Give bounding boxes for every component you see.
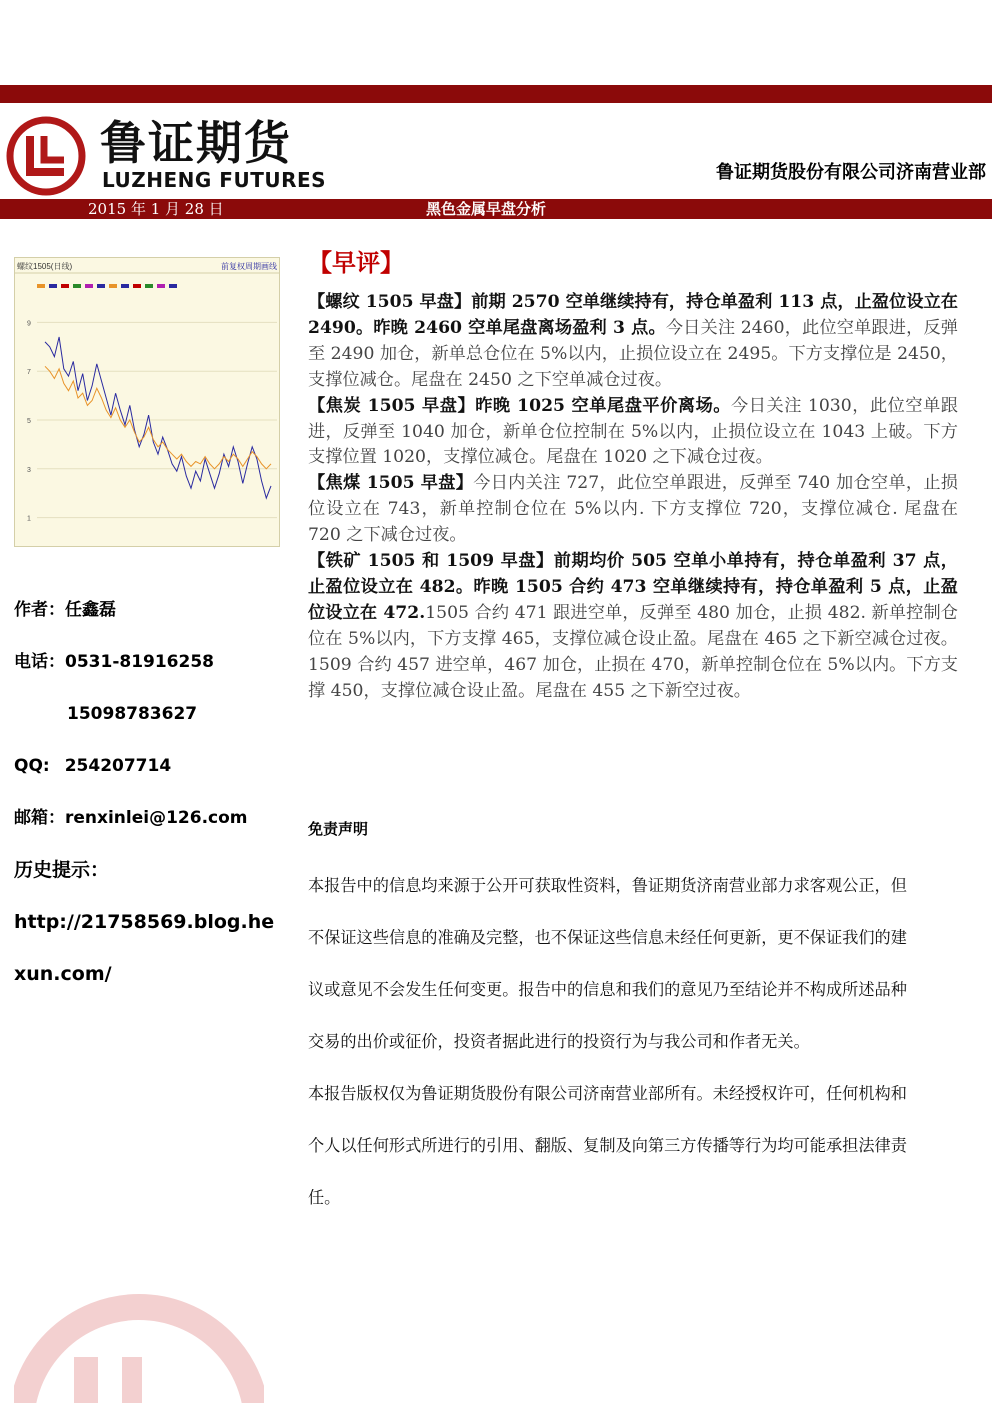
logo-english-text: LUZHENG FUTURES [102,168,327,192]
rebar-paragraph [308,290,958,394]
author-label: 作者： [14,600,65,620]
chart-toolbar-left: 螺纹1505(日线) [17,262,73,271]
disclaimer-line: 不保证这些信息的准确及完整，也不保证这些信息未经任何更新，更不保证我们的建 [308,928,907,947]
iron-ore-paragraph [308,549,958,704]
iron-ore-plan: 1505 合约 471 跟进空单，反弹至 480 加仓，止损 482. 新单控制仓位在 5%以内，下方支撑 465，支撑位减仓设止盈。尾盘在 465 之下新空减仓过夜。1509 合约 457 进空单，467 加仓，止损在 470，新单控制仓位在 5%以内。下方支撑 450，支撑位减仓设止盈。尾盘在 455 之下新空过夜。 [308,602,958,701]
disclaimer-line: 议或意见不会发生任何变更。报告中的信息和我们的意见乃至结论并不构成所述品种 [308,980,907,999]
author-line [14,598,116,622]
history-label: 历史提示： [14,859,110,881]
chart-series-line-0 [45,337,271,498]
disclaimer-line: 任。 [308,1188,341,1207]
coke-plan: 今日关注 1030，此位空单跟进，反弹至 1040 加仓，新单仓位控制在 5%以内，止损位设立在 1043 上破。下方支撑位置 1020，支撑位减仓。尾盘在 1020 之下减仓过夜。 [308,395,958,468]
author-name: 任鑫磊 [65,600,116,620]
report-date: 2015 年 1 月 28 日 [88,200,224,218]
disclaimer-body [308,860,960,1224]
logo-watermark-icon [14,1275,264,1403]
price-chart-svg [15,258,279,546]
chart-y-tick-label: 5 [27,418,31,425]
qq-number: 254207714 [64,756,172,776]
report-title: 黑色金属早盘分析 [426,200,547,218]
email-line [14,806,248,830]
coke-summary: 【焦炭 1505 早盘】昨晚 1025 空单尾盘平价离场。 [308,395,732,416]
review-title: 【早评】 [308,249,404,277]
disclaimer-line: 本报告版权仅为鲁证期货股份有限公司济南营业部所有。未经授权许可，任何机构和 [308,1084,907,1103]
phone-number-1: 0531-81916258 [65,652,214,672]
price-chart [14,257,280,547]
rebar-summary: 【螺纹 1505 早盘】前期 2570 空单继续持有，持仓单盈利 113 点，止盈位设立在 2490。昨晚 2460 空单尾盘离场盈利 3 点。 [308,292,958,338]
phone-line [14,650,214,674]
top-brand-bar [0,85,992,103]
logo-chinese-text: 鲁证期货 [100,116,292,170]
disclaimer-line: 个人以任何形式所进行的引用、翻版、复制及向第三方传播等行为均可能承担法律责 [308,1136,907,1155]
coking-coal-summary: 【焦煤 1505 早盘】 [308,473,474,494]
disclaimer-line: 本报告中的信息均来源于公开可获取性资料，鲁证期货济南营业部力求客观公正，但 [308,876,907,895]
chart-y-tick-label: 1 [27,515,31,523]
email-label: 邮箱： [14,808,65,828]
disclaimer-title: 免责声明 [308,820,369,838]
coke-paragraph [308,394,958,472]
coking-coal-paragraph [308,471,958,549]
disclaimer-line: 交易的出价或征价，投资者据此进行的投资行为与我公司和作者无关。 [308,1032,810,1051]
phone-label: 电话： [14,652,65,672]
report-info-bar [0,199,992,219]
email-address[interactable]: renxinlei@126.com [65,808,248,828]
chart-y-tick-label: 7 [27,369,31,377]
chart-toolbar-right-0: 前复权 [221,262,245,271]
qq-line [14,754,171,778]
chart-toolbar-right-2: 画线 [261,262,277,271]
phone-number-2: 15098783627 [67,704,198,724]
blog-link-line-1[interactable]: http://21758569.blog.he [14,911,275,933]
blog-link-line-2[interactable]: xun.com/ [14,963,112,985]
rebar-plan: 今日关注 2460，此位空单跟进，反弹至 2490 加仓，新单总仓位在 5%以内，止损位设立在 2495。下方支撑位是 2450，支撑位减仓。尾盘在 2450 之下空单减仓过夜。 [308,317,958,390]
qq-label: QQ: [14,756,50,776]
iron-ore-summary: 【铁矿 1505 和 1509 早盘】前期均价 505 空单小单持有，持仓单盈利 37 点，止盈位设立在 482。昨晚 1505 合约 473 空单继续持有，持仓单盈利 5 点，止盈位设立在 472. [308,551,958,623]
chart-y-tick-label: 9 [27,320,31,328]
company-name: 鲁证期货股份有限公司济南营业部 [716,162,986,183]
chart-y-tick-label: 3 [27,466,31,474]
luzheng-logo-icon [6,116,86,196]
coking-coal-plan: 今日内关注 727，此位空单跟进，反弹至 740 加仓空单，止损位设立在 743，新单控制仓位在 5%以内. 下方支撑位 720，支撑位减仓. 尾盘在 720 之下减仓过夜。 [308,473,958,546]
chart-toolbar-right-1: 周期 [245,262,261,271]
review-body [308,290,958,705]
